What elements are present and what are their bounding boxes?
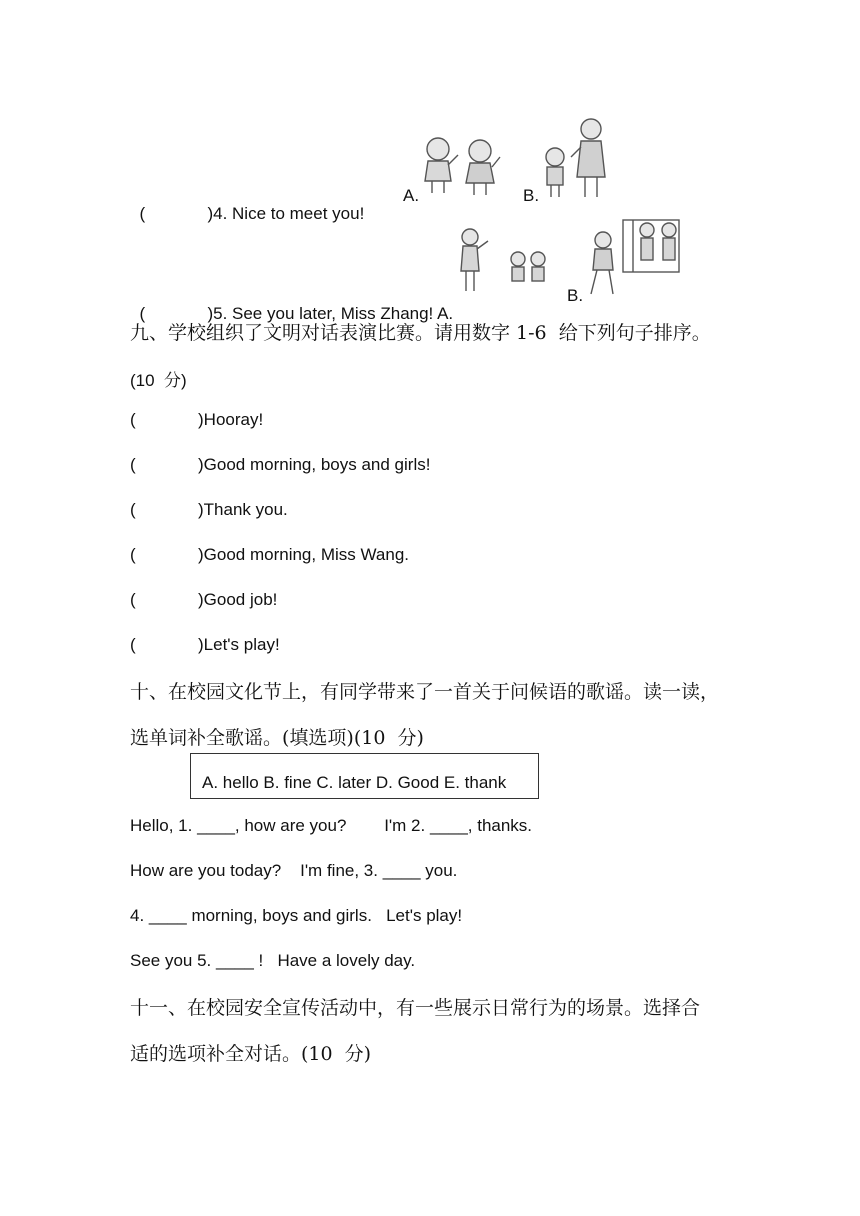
list-item: ( )Good morning, boys and girls! <box>130 455 431 474</box>
section-10-title-line1: 十、在校园文化节上，有同学带来了一首关于问候语的歌谣。读一读， <box>130 681 720 703</box>
answer-blank: ( <box>139 204 146 223</box>
list-item: ( )Thank you. <box>130 500 288 519</box>
section-9-score: (10 分) <box>130 371 187 390</box>
list-item: ( )Let's play! <box>130 635 280 654</box>
song-line: See you 5. ____ ! Have a lovely day. <box>130 951 416 970</box>
question-4 <box>130 184 364 224</box>
word-bank-box <box>190 753 539 799</box>
answer-blank: ( <box>139 304 146 323</box>
word-bank-text: A. hello B. fine C. later D. Good E. thank <box>202 773 507 792</box>
list-item: ( )Good job! <box>130 590 278 609</box>
boy-leaving-door-picture <box>585 216 685 298</box>
option-a-label: A. <box>403 186 420 205</box>
question-text: )4. Nice to meet you! <box>207 204 365 223</box>
section-9-title: 九、学校组织了文明对话表演比赛。请用数字 1-6 给下列句子排序。 <box>130 322 711 344</box>
list-item: ( )Hooray! <box>130 410 264 429</box>
song-line: Hello, 1. ____, how are you? I'm 2. ____, thanks. <box>130 816 533 835</box>
question-text: )5. See you later, Miss Zhang! A. <box>207 304 454 323</box>
option-b-label: B. <box>567 286 584 305</box>
song-line: 4. ____ morning, boys and girls. Let's play! <box>130 906 463 925</box>
section-11-title-line2: 适的选项补全对话。(10 分) <box>130 1043 372 1065</box>
boy-and-teacher-picture <box>541 117 611 199</box>
option-b-label: B. <box>523 186 540 205</box>
list-item: ( )Good morning, Miss Wang. <box>130 545 409 564</box>
section-11-title-line1: 十一、在校园安全宣传活动中，有一些展示日常行为的场景。选择合 <box>130 997 701 1019</box>
girl-waving-to-kids-picture <box>456 227 546 295</box>
two-girls-waving-picture <box>418 131 508 197</box>
song-line: How are you today? I'm fine, 3. ____ you. <box>130 861 458 880</box>
section-10-title-line2: 选单词补全歌谣。(填选项)(10 分) <box>130 727 424 749</box>
